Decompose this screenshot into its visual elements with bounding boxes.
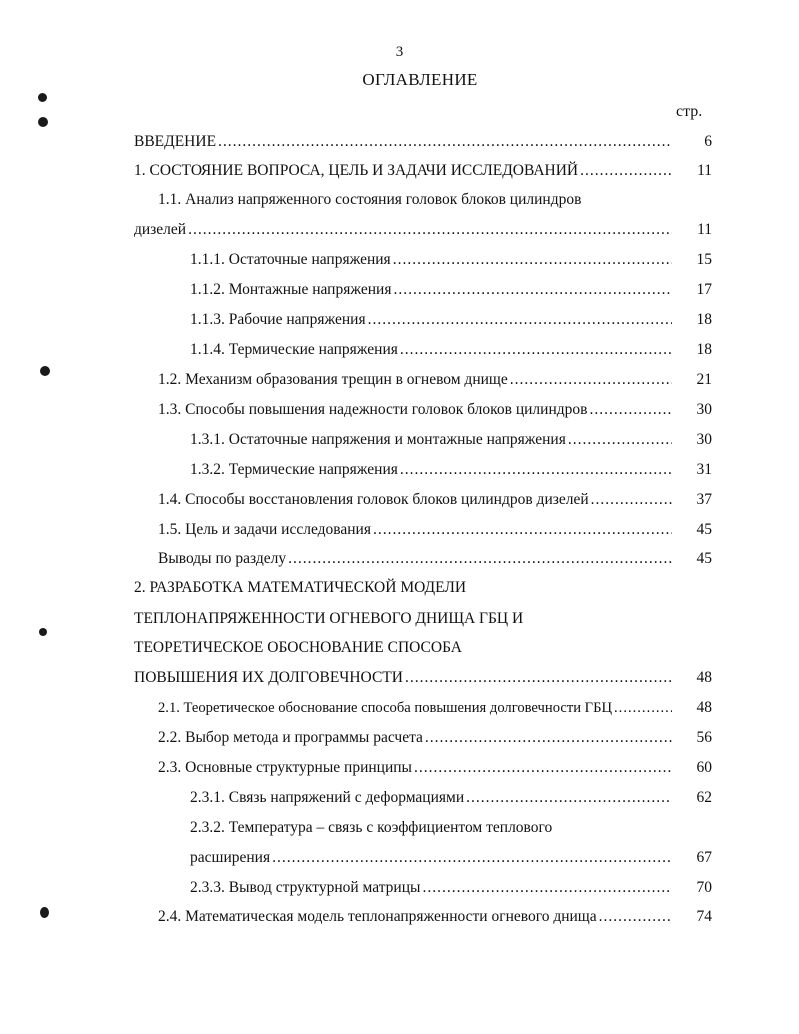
toc-entry-label: расширения bbox=[190, 849, 271, 866]
toc-entry-label: 1.3.1. Остаточные напряжения и монтажные напряжения bbox=[190, 431, 566, 448]
toc-entry-label: 1.4. Способы восстановления головок блоков цилиндров дизелей bbox=[158, 491, 589, 508]
toc-page-number: 30 bbox=[696, 431, 712, 448]
toc-page-number: 11 bbox=[697, 221, 712, 238]
toc-page-number: 31 bbox=[696, 461, 712, 478]
toc-entry-label: ВВЕДЕНИЕ bbox=[134, 133, 217, 150]
scan-speck bbox=[38, 117, 48, 127]
toc-title: ОГЛАВЛЕНИЕ bbox=[362, 70, 478, 89]
toc-entry-2-4[interactable] bbox=[158, 907, 674, 927]
toc-entry-1-1-4[interactable] bbox=[190, 340, 674, 360]
toc-page-number: 56 bbox=[696, 729, 712, 746]
scan-speck bbox=[39, 628, 47, 636]
toc-entry-label: 1.1.2. Монтажные напряжения bbox=[190, 281, 392, 298]
toc-entry-label: Выводы по разделу bbox=[158, 550, 287, 567]
toc-entry-1-1-3[interactable] bbox=[190, 310, 674, 330]
toc-entry-2-3-1[interactable] bbox=[190, 788, 674, 808]
toc-entry-chapter-2-line1[interactable]: 2. РАЗРАБОТКА МАТЕМАТИЧЕСКОЙ МОДЕЛИ bbox=[134, 579, 467, 596]
toc-entry-label: 1.1.4. Термические напряжения bbox=[190, 341, 398, 358]
toc-page-number: 48 bbox=[696, 669, 712, 686]
toc-entry-chapter-1[interactable] bbox=[134, 161, 674, 181]
page-column-label: стр. bbox=[676, 103, 703, 120]
toc-entry-2-1[interactable] bbox=[158, 698, 674, 718]
toc-entry-chapter-2-line3[interactable]: ТЕОРЕТИЧЕСКОЕ ОБОСНОВАНИЕ СПОСОБА bbox=[134, 639, 462, 656]
toc-page-number: 60 bbox=[696, 759, 712, 776]
toc-entry-chapter-2-line2[interactable]: ТЕПЛОНАПРЯЖЕННОСТИ ОГНЕВОГО ДНИЩА ГБЦ И bbox=[134, 610, 524, 627]
toc-entry-label: ПОВЫШЕНИЯ ИХ ДОЛГОВЕЧНОСТИ bbox=[134, 669, 403, 686]
scan-speck bbox=[40, 907, 49, 918]
toc-entry-label: 2.2. Выбор метода и программы расчета bbox=[158, 729, 423, 746]
toc-page-number: 70 bbox=[696, 879, 712, 896]
toc-entry-label: 2.4. Математическая модель теплонапряженности огневого днища bbox=[158, 908, 597, 925]
toc-entry-1-3-1[interactable] bbox=[190, 430, 674, 450]
toc-entry-label: 1.1.1. Остаточные напряжения bbox=[190, 251, 391, 268]
toc-entry-2-3-2-line1[interactable]: 2.3.2. Температура – связь с коэффициентом теплового bbox=[190, 819, 553, 836]
toc-page-number: 67 bbox=[696, 849, 712, 866]
toc-page-number: 11 bbox=[697, 162, 712, 179]
toc-entry-1-1-line2[interactable] bbox=[134, 220, 674, 240]
toc-entry-label: 1.2. Механизм образования трещин в огневом днище bbox=[158, 371, 508, 388]
toc-entry-label: 1. СОСТОЯНИЕ ВОПРОСА, ЦЕЛЬ И ЗАДАЧИ ИССЛЕДОВАНИЙ bbox=[134, 162, 579, 179]
toc-page-number: 37 bbox=[696, 491, 712, 508]
toc-entry-label: 2.1. Теоретическое обоснование способа повышения долговечности ГБЦ bbox=[158, 700, 613, 716]
toc-entry-1-1-2[interactable] bbox=[190, 280, 674, 300]
toc-entry-2-3-3[interactable] bbox=[190, 878, 674, 898]
toc-page-number: 45 bbox=[696, 521, 712, 538]
toc-entry-2-3[interactable] bbox=[158, 758, 674, 778]
toc-entry-chapter-2-line4[interactable] bbox=[134, 668, 674, 688]
toc-page-number: 30 bbox=[696, 401, 712, 418]
toc-page-number: 18 bbox=[696, 311, 712, 328]
toc-entry-1-4[interactable] bbox=[158, 490, 674, 510]
toc-entry-label: дизелей bbox=[134, 221, 187, 238]
toc-page-number: 15 bbox=[696, 251, 712, 268]
toc-page-number: 17 bbox=[696, 281, 712, 298]
toc-entry-introduction[interactable] bbox=[134, 132, 674, 152]
toc-page-number: 62 bbox=[696, 789, 712, 806]
toc-entry-1-5[interactable] bbox=[158, 520, 674, 540]
toc-entry-1-3[interactable] bbox=[158, 400, 674, 420]
toc-page-number: 6 bbox=[704, 133, 712, 150]
toc-entry-1-1-1[interactable] bbox=[190, 250, 674, 270]
toc-entry-2-3-2-line2[interactable] bbox=[190, 848, 674, 868]
toc-entry-label: 2.3.1. Связь напряжений с деформациями bbox=[190, 789, 465, 806]
toc-entry-2-2[interactable] bbox=[158, 728, 674, 748]
toc-page-number: 18 bbox=[696, 341, 712, 358]
toc-entry-label: 1.3. Способы повышения надежности головок блоков цилиндров bbox=[158, 401, 588, 418]
toc-entry-label: 1.1.3. Рабочие напряжения bbox=[190, 311, 366, 328]
scan-speck bbox=[38, 93, 47, 102]
toc-page-number: 48 bbox=[696, 699, 712, 716]
toc-entry-1-3-2[interactable] bbox=[190, 460, 674, 480]
toc-entry-1-1-line1[interactable]: 1.1. Анализ напряженного состояния головок блоков цилиндров bbox=[158, 191, 582, 208]
page-number: 3 bbox=[395, 44, 404, 60]
toc-entry-label: 1.3.2. Термические напряжения bbox=[190, 461, 398, 478]
scan-speck bbox=[40, 366, 50, 376]
toc-entry-label: 2.3. Основные структурные принципы bbox=[158, 759, 412, 776]
toc-page-number: 21 bbox=[696, 371, 712, 388]
toc-entry-conclusions[interactable] bbox=[158, 549, 674, 569]
toc-page-number: 74 bbox=[696, 908, 712, 925]
toc-page-number: 45 bbox=[696, 550, 712, 567]
toc-entry-label: 1.5. Цель и задачи исследования bbox=[158, 521, 371, 538]
toc-entry-1-2[interactable] bbox=[158, 370, 674, 390]
toc-entry-label: 2.3.3. Вывод структурной матрицы bbox=[190, 879, 421, 896]
